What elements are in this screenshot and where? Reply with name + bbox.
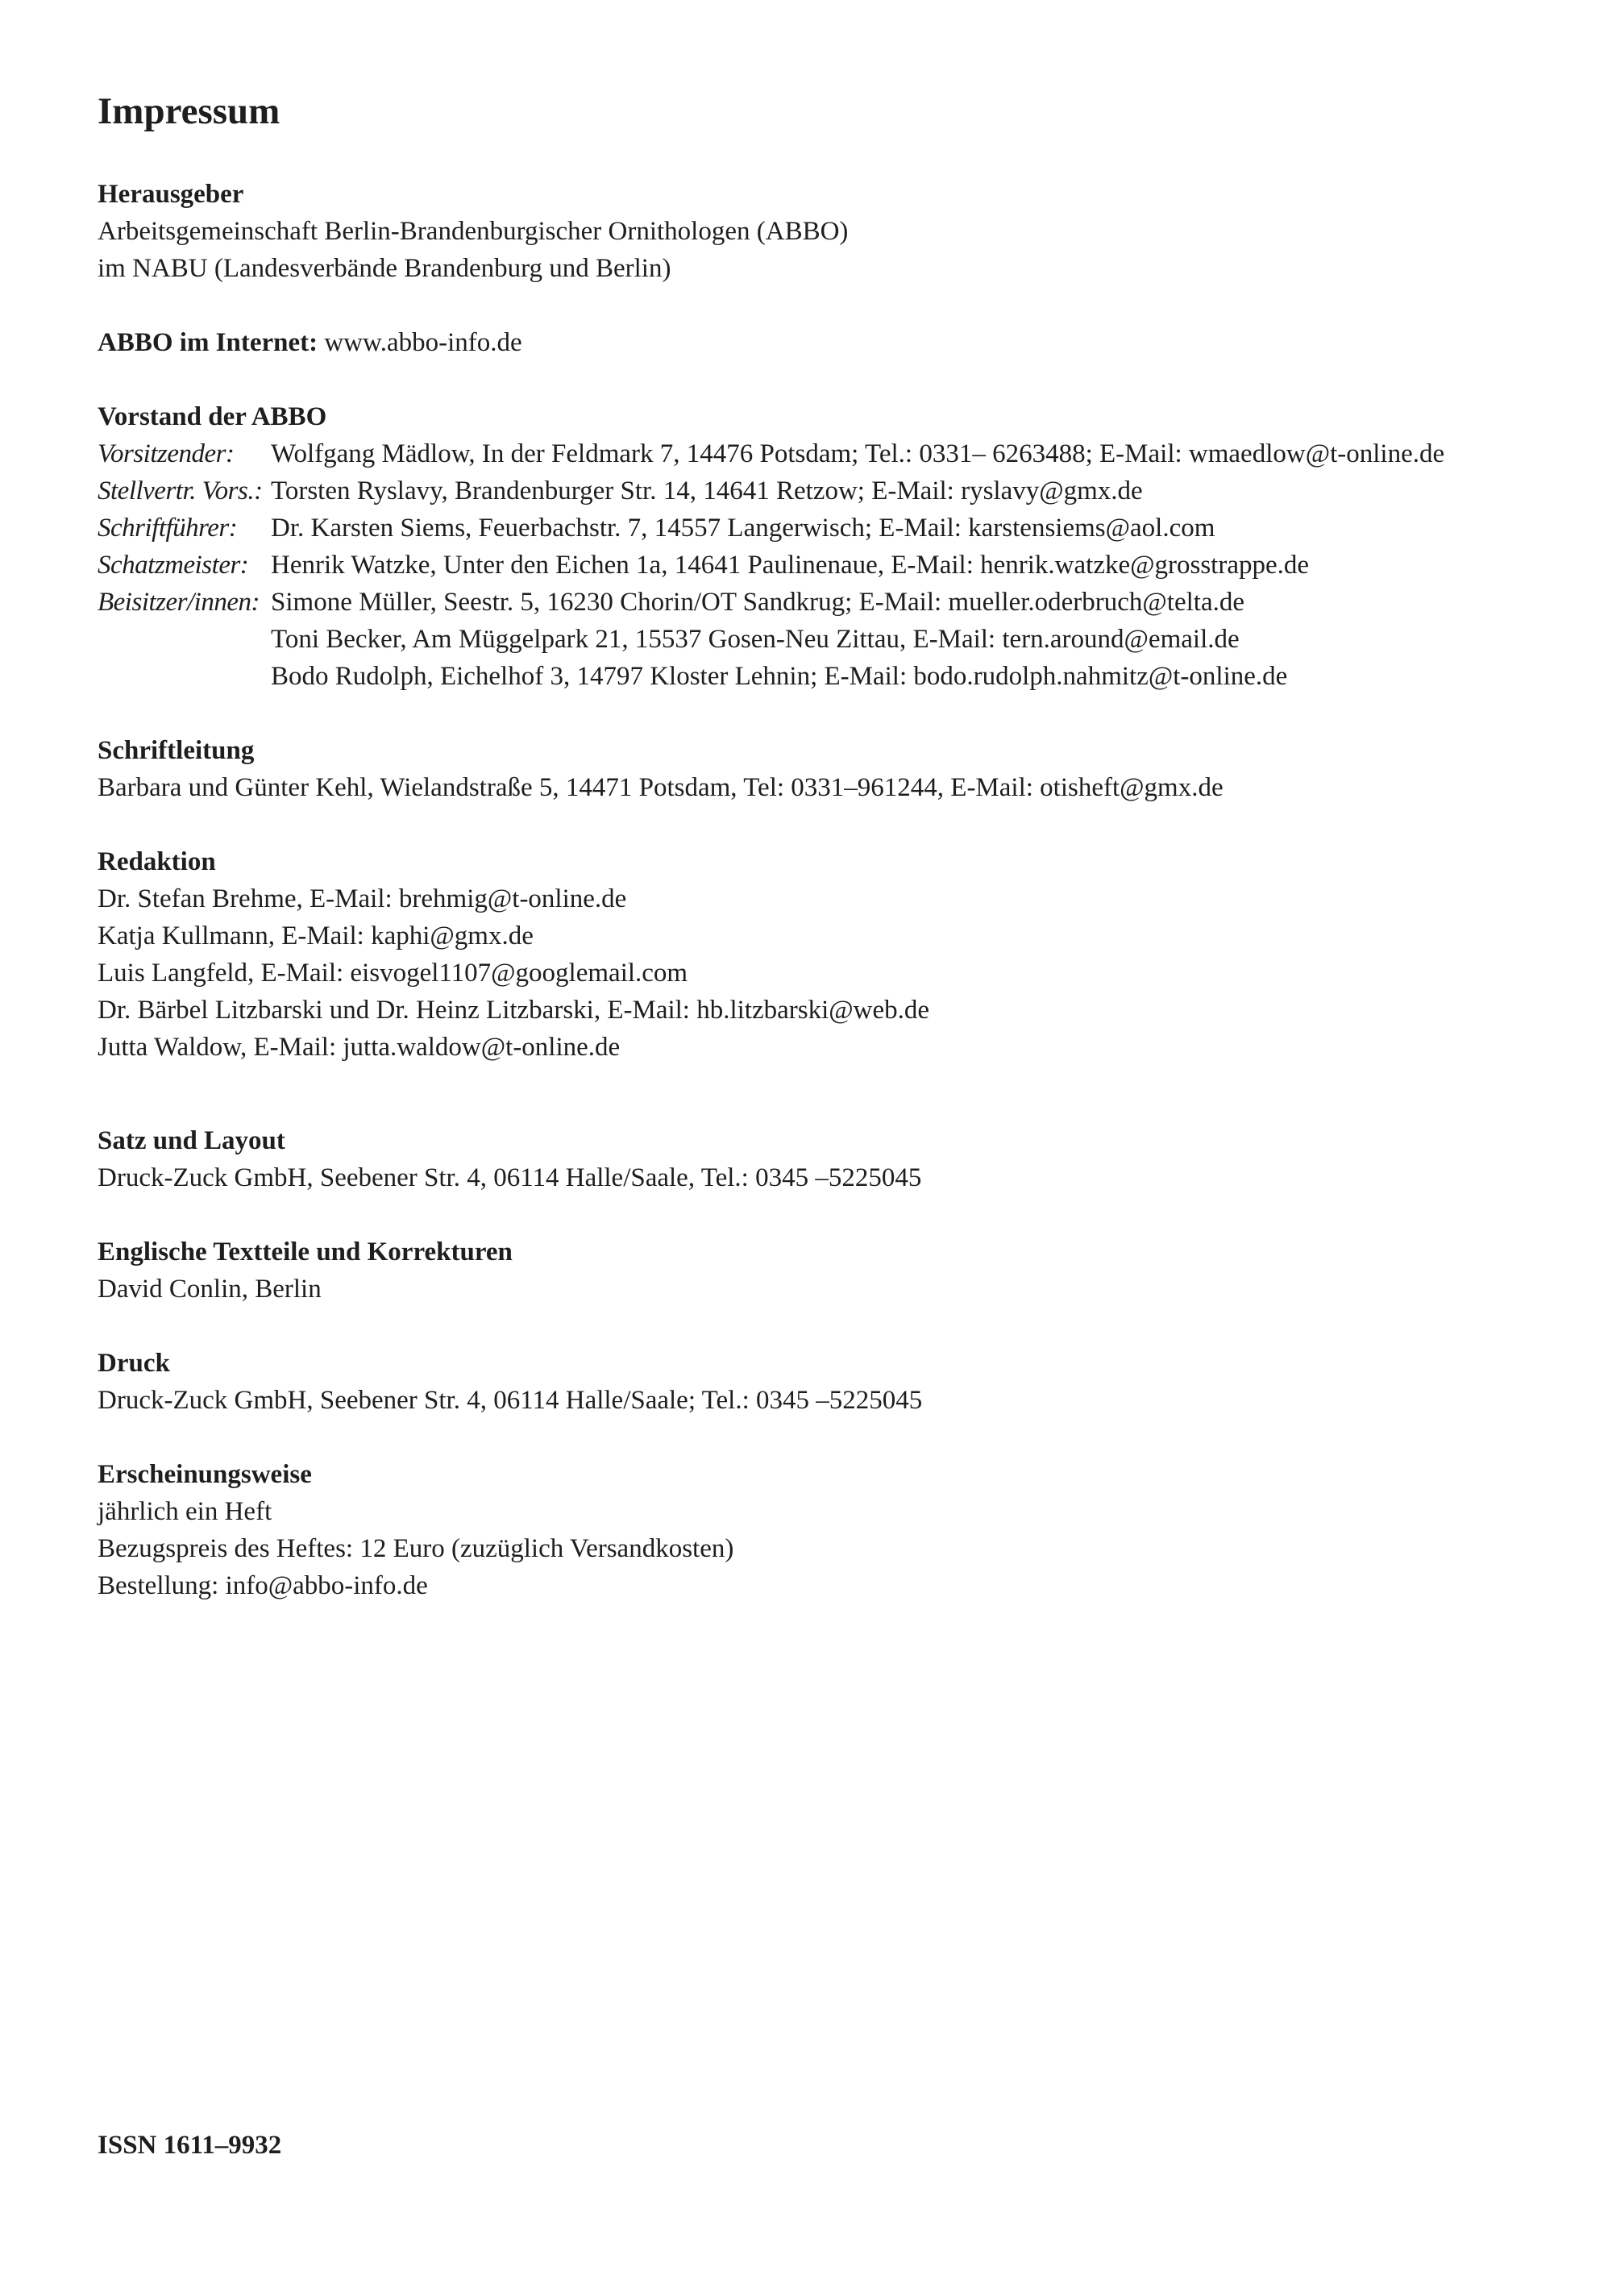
englisch-section: [98, 1233, 1548, 1308]
herausgeber-section: [98, 176, 1548, 287]
redaktion-line: Dr. Stefan Brehme, E-Mail: brehmig@t-online.de: [98, 884, 627, 913]
druck-section: [98, 1345, 1548, 1419]
page-title: Impressum: [98, 90, 280, 132]
erscheinung-heading: Erscheinungsweise: [98, 1460, 312, 1489]
schriftleitung-section: [98, 732, 1548, 806]
board-role: [98, 658, 271, 695]
herausgeber-heading: Herausgeber: [98, 180, 244, 209]
board-row: [98, 472, 1548, 510]
internet-section: [98, 324, 1548, 361]
satz-heading: Satz und Layout: [98, 1126, 285, 1155]
board-row: [98, 621, 1548, 658]
erscheinung-section: [98, 1456, 1548, 1604]
issn-number: ISSN 1611–9932: [98, 2131, 282, 2160]
schriftleitung-line: Barbara und Günter Kehl, Wielandstraße 5, 14471 Potsdam, Tel: 0331–961244, E-Mail: otisheft@gmx.de: [98, 773, 1224, 802]
erscheinung-line: jährlich ein Heft: [98, 1497, 272, 1526]
board-entry: Simone Müller, Seestr. 5, 16230 Chorin/OT Sandkrug; E-Mail: mueller.oderbruch@telta.de: [271, 588, 1245, 617]
redaktion-line: Katja Kullmann, E-Mail: kaphi@gmx.de: [98, 921, 534, 950]
board-row: [98, 435, 1548, 472]
redaktion-heading: Redaktion: [98, 847, 216, 876]
redaktion-section: [98, 843, 1548, 1066]
board-entry: Wolfgang Mädlow, In der Feldmark 7, 14476 Potsdam; Tel.: 0331– 6263488; E-Mail: wmaedlow@t-online.de: [271, 439, 1445, 468]
herausgeber-line: im NABU (Landesverbände Brandenburg und Berlin): [98, 254, 671, 283]
erscheinung-line: Bezugspreis des Heftes: 12 Euro (zuzüglich Versandkosten): [98, 1534, 734, 1563]
board-entry: Bodo Rudolph, Eichelhof 3, 14797 Kloster Lehnin; E-Mail: bodo.rudolph.nahmitz@t-online.de: [271, 662, 1288, 691]
redaktion-line: Jutta Waldow, E-Mail: jutta.waldow@t-online.de: [98, 1033, 621, 1062]
englisch-line: David Conlin, Berlin: [98, 1275, 322, 1304]
board-entry: Toni Becker, Am Müggelpark 21, 15537 Gosen-Neu Zittau, E-Mail: tern.around@email.de: [271, 625, 1240, 654]
druck-line: Druck-Zuck GmbH, Seebener Str. 4, 06114 Halle/Saale; Tel.: 0345 –5225045: [98, 1386, 923, 1415]
board-role: Beisitzer/innen:: [98, 588, 260, 617]
englisch-heading: Englische Textteile und Korrekturen: [98, 1237, 513, 1267]
board-role: Stellvertr. Vors.:: [98, 476, 263, 505]
board-role: Schriftführer:: [98, 514, 238, 543]
board-role: [98, 621, 271, 658]
satz-line: Druck-Zuck GmbH, Seebener Str. 4, 06114 Halle/Saale, Tel.: 0345 –5225045: [98, 1163, 922, 1192]
board-role: Schatzmeister:: [98, 551, 249, 580]
vorstand-section: [98, 398, 1548, 695]
board-entry: Torsten Ryslavy, Brandenburger Str. 14, 14641 Retzow; E-Mail: ryslavy@gmx.de: [271, 476, 1143, 505]
herausgeber-line: Arbeitsgemeinschaft Berlin-Brandenburgischer Ornithologen (ABBO): [98, 217, 849, 246]
erscheinung-line: Bestellung: info@abbo-info.de: [98, 1571, 428, 1600]
redaktion-line: Dr. Bärbel Litzbarski und Dr. Heinz Litzbarski, E-Mail: hb.litzbarski@web.de: [98, 996, 930, 1025]
board-row: [98, 584, 1548, 621]
satz-section: [98, 1122, 1548, 1196]
internet-label: ABBO im Internet:: [98, 328, 318, 357]
board-role: Vorsitzender:: [98, 439, 235, 468]
board-row: [98, 658, 1548, 695]
impressum-page: [98, 87, 1548, 1641]
schriftleitung-heading: Schriftleitung: [98, 736, 255, 765]
vorstand-heading: Vorstand der ABBO: [98, 402, 327, 431]
board-entry: Dr. Karsten Siems, Feuerbachstr. 7, 14557 Langerwisch; E-Mail: karstensiems@aol.com: [271, 514, 1215, 543]
druck-heading: Druck: [98, 1349, 170, 1378]
board-row: [98, 510, 1548, 547]
internet-link[interactable]: www.abbo-info.de: [318, 328, 522, 357]
redaktion-line: Luis Langfeld, E-Mail: eisvogel1107@googlemail.com: [98, 959, 688, 988]
board-entry: Henrik Watzke, Unter den Eichen 1a, 14641 Paulinenaue, E-Mail: henrik.watzke@grosstrappe.de: [271, 551, 1310, 580]
board-row: [98, 547, 1548, 584]
internet-line: [98, 324, 1548, 361]
